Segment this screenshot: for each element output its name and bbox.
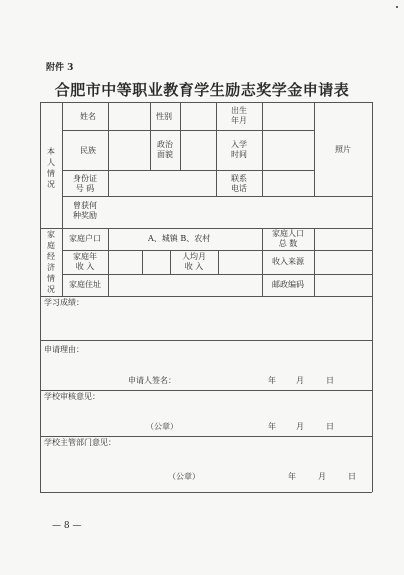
birth-label-line1: 出生 (231, 106, 247, 115)
department-day: 日 (348, 472, 356, 481)
income-label-line1: 家庭年 (73, 252, 97, 261)
department-seal: （公章） (168, 472, 200, 481)
gender-label: 性别 (156, 112, 172, 121)
reason-month: 月 (296, 376, 304, 385)
reason-year: 年 (268, 376, 276, 385)
id-label-line1: 身份证 (73, 174, 97, 183)
school-day: 日 (326, 422, 334, 431)
hukou-label: 家庭户口 (69, 234, 101, 243)
per-capita-label-line1: 人均月 (182, 252, 206, 261)
grades-label: 学习成绩： (44, 298, 84, 307)
school-seal: （公章） (146, 422, 178, 431)
school-year: 年 (268, 422, 276, 431)
department-month: 月 (318, 472, 326, 481)
awards-label-line2: 种奖励 (73, 211, 97, 220)
form-title: 合肥市中等职业教育学生励志奖学金申请表 (54, 81, 350, 99)
hukou-options: A、城镇 B、农村 (148, 234, 211, 243)
department-opinion-label: 学校主管部门意见： (44, 438, 116, 447)
name-label: 姓名 (80, 112, 96, 121)
population-label-line1: 家庭人口 (272, 229, 304, 238)
per-capita-label-line2: 收 入 (184, 262, 204, 271)
ethnicity-label: 民族 (80, 146, 96, 155)
family-section-label: 家庭经济情况 (47, 230, 55, 294)
enroll-label-line2: 时间 (231, 150, 247, 159)
political-label-line1: 政治 (157, 140, 173, 149)
attachment-label: 附件 3 (46, 63, 74, 73)
reason-label: 申请理由： (44, 345, 84, 354)
school-month: 月 (296, 422, 304, 431)
corner-mark (396, 6, 398, 8)
political-label-line2: 面貌 (157, 150, 173, 159)
applicant-sign-label: 申请人签名： (128, 376, 176, 385)
phone-label-line1: 联系 (231, 174, 247, 183)
page-number: — 8 — (52, 521, 82, 531)
school-opinion-label: 学校审核意见： (44, 392, 100, 401)
address-label: 家庭住址 (69, 280, 101, 289)
phone-label-line2: 电话 (231, 184, 247, 193)
birth-label-line2: 年月 (231, 116, 247, 125)
income-label-line2: 收 入 (75, 262, 95, 271)
reason-day: 日 (326, 376, 334, 385)
postcode-label: 邮政编码 (272, 280, 304, 289)
population-label-line2: 总 数 (278, 239, 298, 248)
personal-section-label: 本人情况 (47, 147, 55, 189)
department-year: 年 (288, 472, 296, 481)
id-label-line2: 号 码 (75, 184, 95, 193)
income-source-label: 收入来源 (272, 257, 304, 266)
enroll-label-line1: 入学 (231, 140, 247, 149)
photo-label: 照片 (335, 145, 351, 154)
awards-label-line1: 曾获何 (73, 201, 97, 210)
